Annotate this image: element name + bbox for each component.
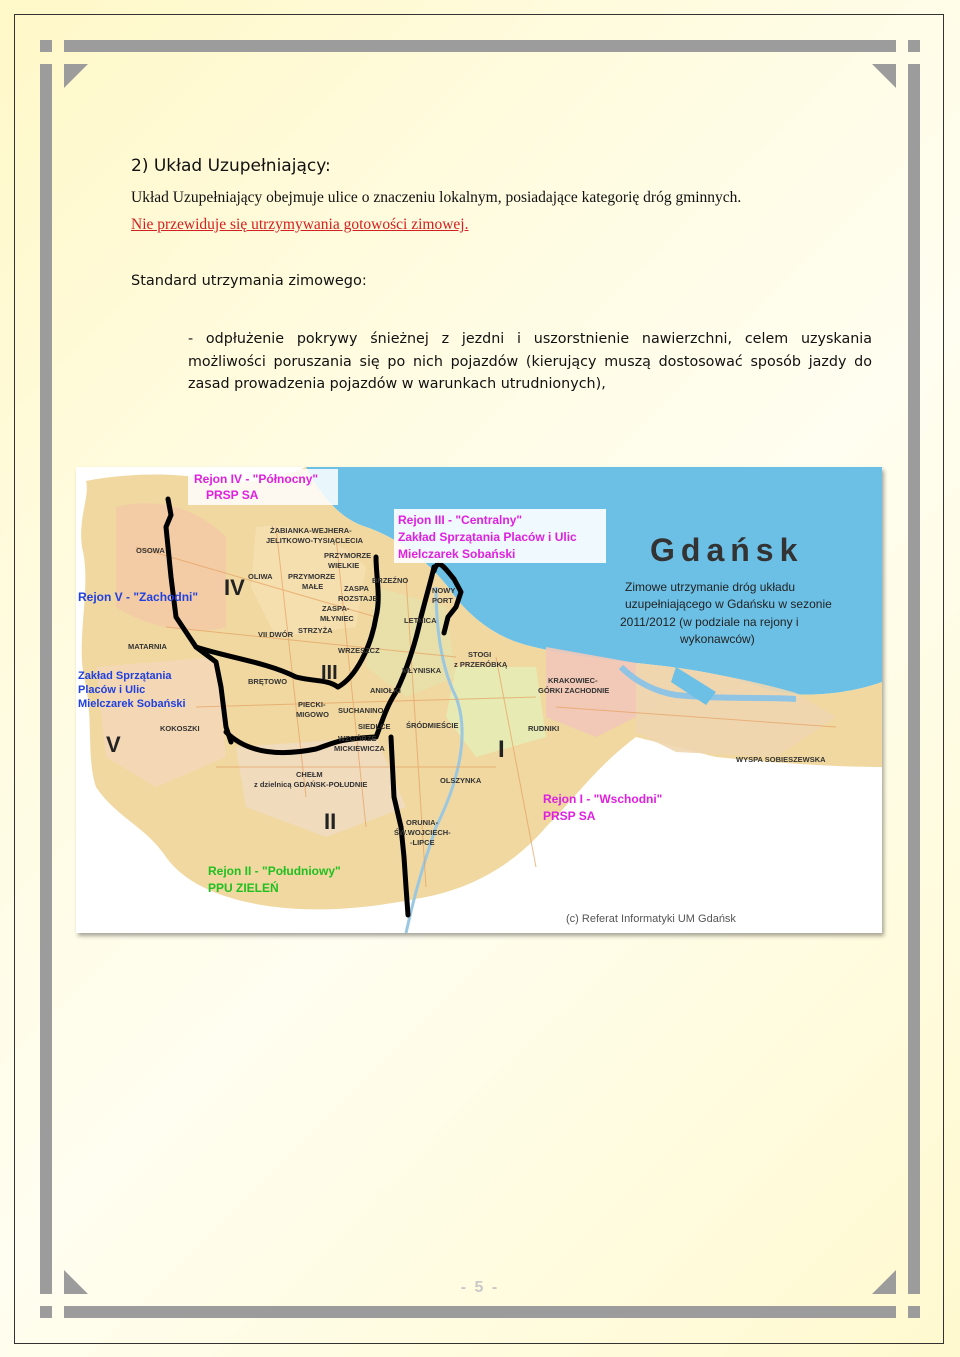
district-label: BRZEŹNO [372, 576, 409, 585]
district-label: STRZYŻA [298, 626, 333, 635]
frame-bottom-bar [64, 1306, 896, 1318]
map-copyright: (c) Referat Informatyki UM Gdańsk [566, 913, 736, 925]
district-label: MŁYNIEC [320, 614, 354, 623]
region-numeral-v: V [106, 732, 121, 757]
district-label: MICKIEWICZA [334, 744, 385, 753]
district-label: z dzielnicą GDAŃSK-POŁUDNIE [254, 780, 368, 789]
district-label: SUCHANINO [338, 706, 384, 715]
map-caption-line: 2011/2012 (w podziale na rejony i [620, 615, 799, 629]
frame-corner-square [908, 40, 920, 52]
district-label: NOWY [432, 586, 456, 595]
district-label: z PRZERÓBKĄ [454, 660, 508, 669]
district-label: PRZYMORZE [288, 572, 336, 581]
svg-text:Placów i Ulic: Placów i Ulic [78, 684, 146, 696]
svg-text:PRSP SA: PRSP SA [543, 809, 596, 823]
district-label: GÓRKI ZACHODNIE [538, 686, 610, 695]
district-label: WZGÓRZE [338, 734, 377, 743]
frame-top-bar [64, 40, 896, 52]
district-label: MŁYNISKA [402, 666, 442, 675]
svg-text:Mielczarek Sobański: Mielczarek Sobański [78, 698, 186, 710]
standard-title: Standard utrzymania zimowego: [131, 273, 367, 289]
district-label: CHEŁM [296, 770, 323, 779]
district-label: MIGOWO [296, 710, 329, 719]
svg-text:Mielczarek Sobański: Mielczarek Sobański [398, 547, 516, 561]
svg-text:Zakład Sprzątania: Zakład Sprzątania [78, 670, 172, 682]
svg-text:Rejon V - "Zachodni": Rejon V - "Zachodni" [78, 590, 199, 604]
svg-text:PPU ZIELEŃ: PPU ZIELEŃ [208, 881, 279, 895]
district-label: KOKOSZKI [160, 724, 200, 733]
district-label: WIELKIE [328, 561, 360, 570]
district-label: ZASPA [344, 584, 369, 593]
district-label: RUDNIKI [528, 724, 560, 733]
district-label: VII DWÓR [258, 630, 293, 639]
district-label: ORUNIA- [406, 818, 439, 827]
district-label: STOGI [468, 650, 492, 659]
page-number: - 5 - [460, 1279, 500, 1296]
district-label: OLSZYNKA [440, 776, 482, 785]
district-label: ANIOŁKI [370, 686, 401, 695]
district-label: MATARNIA [128, 642, 167, 651]
district-label: ŚW.WOJCIECH- [394, 828, 451, 837]
standard-paragraph: - odpłużenie pokrywy śnieżnej z jezdni i uszorstnienie nawierzchni, celem uzyskania możliwości poruszania się po nich pojazdów (kierujący muszą dostosować sposób jazdy do zasad prowadzenia pojazdów w warunkach utrudnionych), [188, 331, 872, 392]
svg-text:Rejon IV - "Północny": Rejon IV - "Północny" [194, 472, 319, 486]
district-label: PORT [432, 596, 453, 605]
district-label: WYSPA SOBIESZEWSKA [736, 755, 826, 764]
section-note: Nie przewiduje się utrzymywania gotowości zimowej. [131, 216, 469, 233]
frame-corner-square [40, 1306, 52, 1318]
district-label: ŚRÓDMIEŚCIE [406, 721, 459, 730]
district-label: OLIWA [248, 572, 273, 581]
region-numeral-i: I [498, 736, 505, 763]
svg-text:Zakład Sprzątania Placów i Uli: Zakład Sprzątania Placów i Ulic [398, 530, 577, 544]
district-label: ROZSTAJE [338, 594, 378, 603]
frame-corner-triangle [64, 64, 88, 88]
district-label: JELITKOWO-TYSIĄCLECIA [266, 536, 364, 545]
district-label: SIEDLCE [358, 722, 391, 731]
district-label: MAŁE [302, 582, 324, 591]
region-numeral-ii: II [324, 809, 337, 834]
district-label: PRZYMORZE [324, 551, 372, 560]
region-iii-label [394, 509, 606, 563]
district-label: -LIPCE [410, 838, 435, 847]
district-label: OSOWA [136, 546, 165, 555]
district-label: KRAKOWIEC- [548, 676, 598, 685]
winter-maintenance-map [76, 467, 882, 933]
svg-text:Rejon II - "Południowy": Rejon II - "Południowy" [208, 864, 341, 878]
district-label: LETNICA [404, 616, 437, 625]
frame-right-bar [908, 64, 920, 1294]
frame-corner-square [40, 40, 52, 52]
frame-corner-square [908, 1306, 920, 1318]
map-caption-line: Zimowe utrzymanie dróg układu [625, 580, 796, 594]
district-label: ŻABIANKA-WEJHERA- [270, 526, 352, 535]
district-label: BRĘTOWO [248, 677, 288, 686]
svg-text:PRSP SA: PRSP SA [206, 488, 259, 502]
section-description: Układ Uzupełniający obejmuje ulice o znaczeniu lokalnym, posiadające kategorię dróg gminnych. [131, 189, 742, 206]
svg-text:Rejon I - "Wschodni": Rejon I - "Wschodni" [543, 792, 663, 806]
map-city-title: Gdańsk [650, 532, 804, 568]
region-numeral-iii: III [321, 662, 338, 684]
region-iv-label [188, 469, 338, 505]
district-label: ZASPA- [322, 604, 350, 613]
district-label: WRZESZCZ [338, 646, 380, 655]
district-label: PIECKI- [298, 700, 326, 709]
region-numeral-iv: IV [224, 575, 245, 600]
map-caption-line: uzupełniającego w Gdańsku w sezonie [625, 597, 832, 611]
svg-text:Rejon III - "Centralny": Rejon III - "Centralny" [398, 513, 523, 527]
section-title: 2) Układ Uzupełniający: [131, 156, 331, 176]
frame-corner-triangle [872, 64, 896, 88]
frame-left-bar [40, 64, 52, 1294]
map-caption-line: wykonawców) [680, 632, 755, 646]
